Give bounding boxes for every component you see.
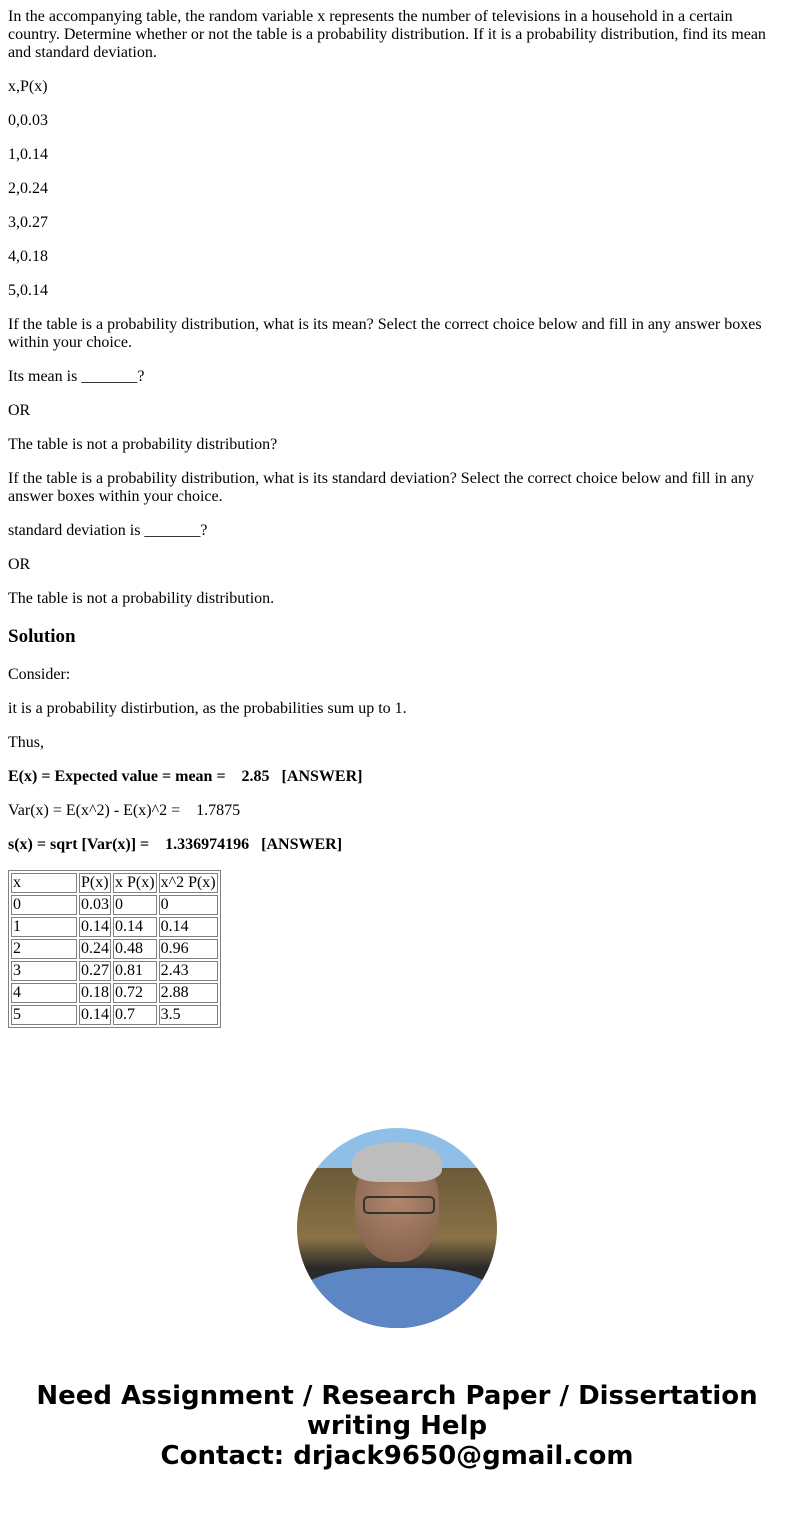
not-distribution-choice: The table is not a probability distribution?: [8, 436, 278, 453]
mean-prompt: If the table is a probability distribution, what is its mean? Select the correct choice below and fill in any answer boxes within your choice.: [8, 316, 762, 351]
header-cell: x^2 P(x): [160, 874, 216, 891]
table-cell: 0.14: [159, 917, 218, 937]
table-row: [11, 917, 218, 937]
table-row: [11, 1005, 218, 1025]
question: [8, 8, 786, 608]
table-cell: 0: [113, 895, 157, 915]
table-cell: 3: [11, 961, 77, 981]
question-intro: In the accompanying table, the random variable x represents the number of televisions in a household in a certain country. Determine whether or not the table is a probability distribution. If it is a probability distribution, find its mean and standard deviation.: [8, 8, 766, 61]
table-line: x,P(x): [8, 78, 48, 95]
statement-text: it is a probability distirbution, as the probabilities sum up to 1.: [8, 700, 407, 717]
variance-line: Var(x) = E(x^2) - E(x)^2 = 1.7875: [8, 802, 241, 819]
sd-choice: standard deviation is _______?: [8, 522, 208, 539]
table-cell: 0.27: [81, 962, 109, 979]
table-cell: 3.5: [159, 1005, 218, 1025]
header-cell: x P(x): [115, 874, 155, 891]
consider-text: Consider:: [8, 666, 71, 683]
table-cell: 2: [11, 939, 77, 959]
table-row: [11, 895, 218, 915]
table-line: 4,0.18: [8, 248, 48, 265]
author-photo-container: [8, 1128, 786, 1333]
table-cell: 0.24: [81, 940, 109, 957]
table-line: 1,0.14: [8, 146, 48, 163]
not-distribution-choice: The table is not a probability distribution.: [8, 590, 275, 607]
table-cell: 0.96: [159, 939, 218, 959]
table-cell: 0.03: [81, 896, 109, 913]
table-cell: 0.14: [113, 917, 157, 937]
author-photo: [297, 1128, 497, 1328]
footer-line-1: Need Assignment / Research Paper / Dissertation writing Help: [36, 1381, 758, 1441]
table-cell: 0.18: [81, 984, 109, 1001]
table-cell: 2.88: [159, 983, 218, 1003]
table-cell: 1: [11, 917, 77, 937]
table-cell: 5: [11, 1005, 77, 1025]
header-cell: x: [11, 873, 77, 893]
mean-answer: E(x) = Expected value = mean = 2.85 [ANSWER]: [8, 768, 363, 785]
or-text: OR: [8, 556, 31, 573]
table-row: [11, 983, 218, 1003]
table-cell: 0.81: [113, 961, 157, 981]
table-line: 0,0.03: [8, 112, 48, 129]
table-line: 2,0.24: [8, 180, 48, 197]
sd-answer: s(x) = sqrt [Var(x)] = 1.336974196 [ANSWER]: [8, 836, 343, 853]
header-cell: P(x): [79, 873, 111, 893]
table-cell: 2.43: [159, 961, 218, 981]
solution-heading: Solution: [8, 626, 76, 647]
table-header-row: [11, 873, 218, 893]
footer-contact: Contact: drjack9650@gmail.com: [160, 1441, 634, 1471]
table-row: [11, 939, 218, 959]
table-cell: 0.14: [81, 1006, 109, 1023]
table-cell: 0.72: [113, 983, 157, 1003]
mean-choice: Its mean is _______?: [8, 368, 145, 385]
or-text: OR: [8, 402, 31, 419]
table-cell: 0.48: [113, 939, 157, 959]
table-cell: 4: [11, 983, 77, 1003]
table-cell: 0.14: [81, 918, 109, 935]
table-cell: 0.7: [113, 1005, 157, 1025]
table-line: 3,0.27: [8, 214, 48, 231]
footer-promo: [8, 1381, 786, 1471]
thus-text: Thus,: [8, 734, 44, 751]
table-line: 5,0.14: [8, 282, 48, 299]
solution-table: [8, 870, 221, 1028]
table-row: [11, 961, 218, 981]
sd-prompt: If the table is a probability distribution, what is its standard deviation? Select the correct choice below and fill in any answer boxes within your choice.: [8, 470, 755, 505]
table-cell: 0: [11, 895, 77, 915]
table-cell: 0: [159, 895, 218, 915]
